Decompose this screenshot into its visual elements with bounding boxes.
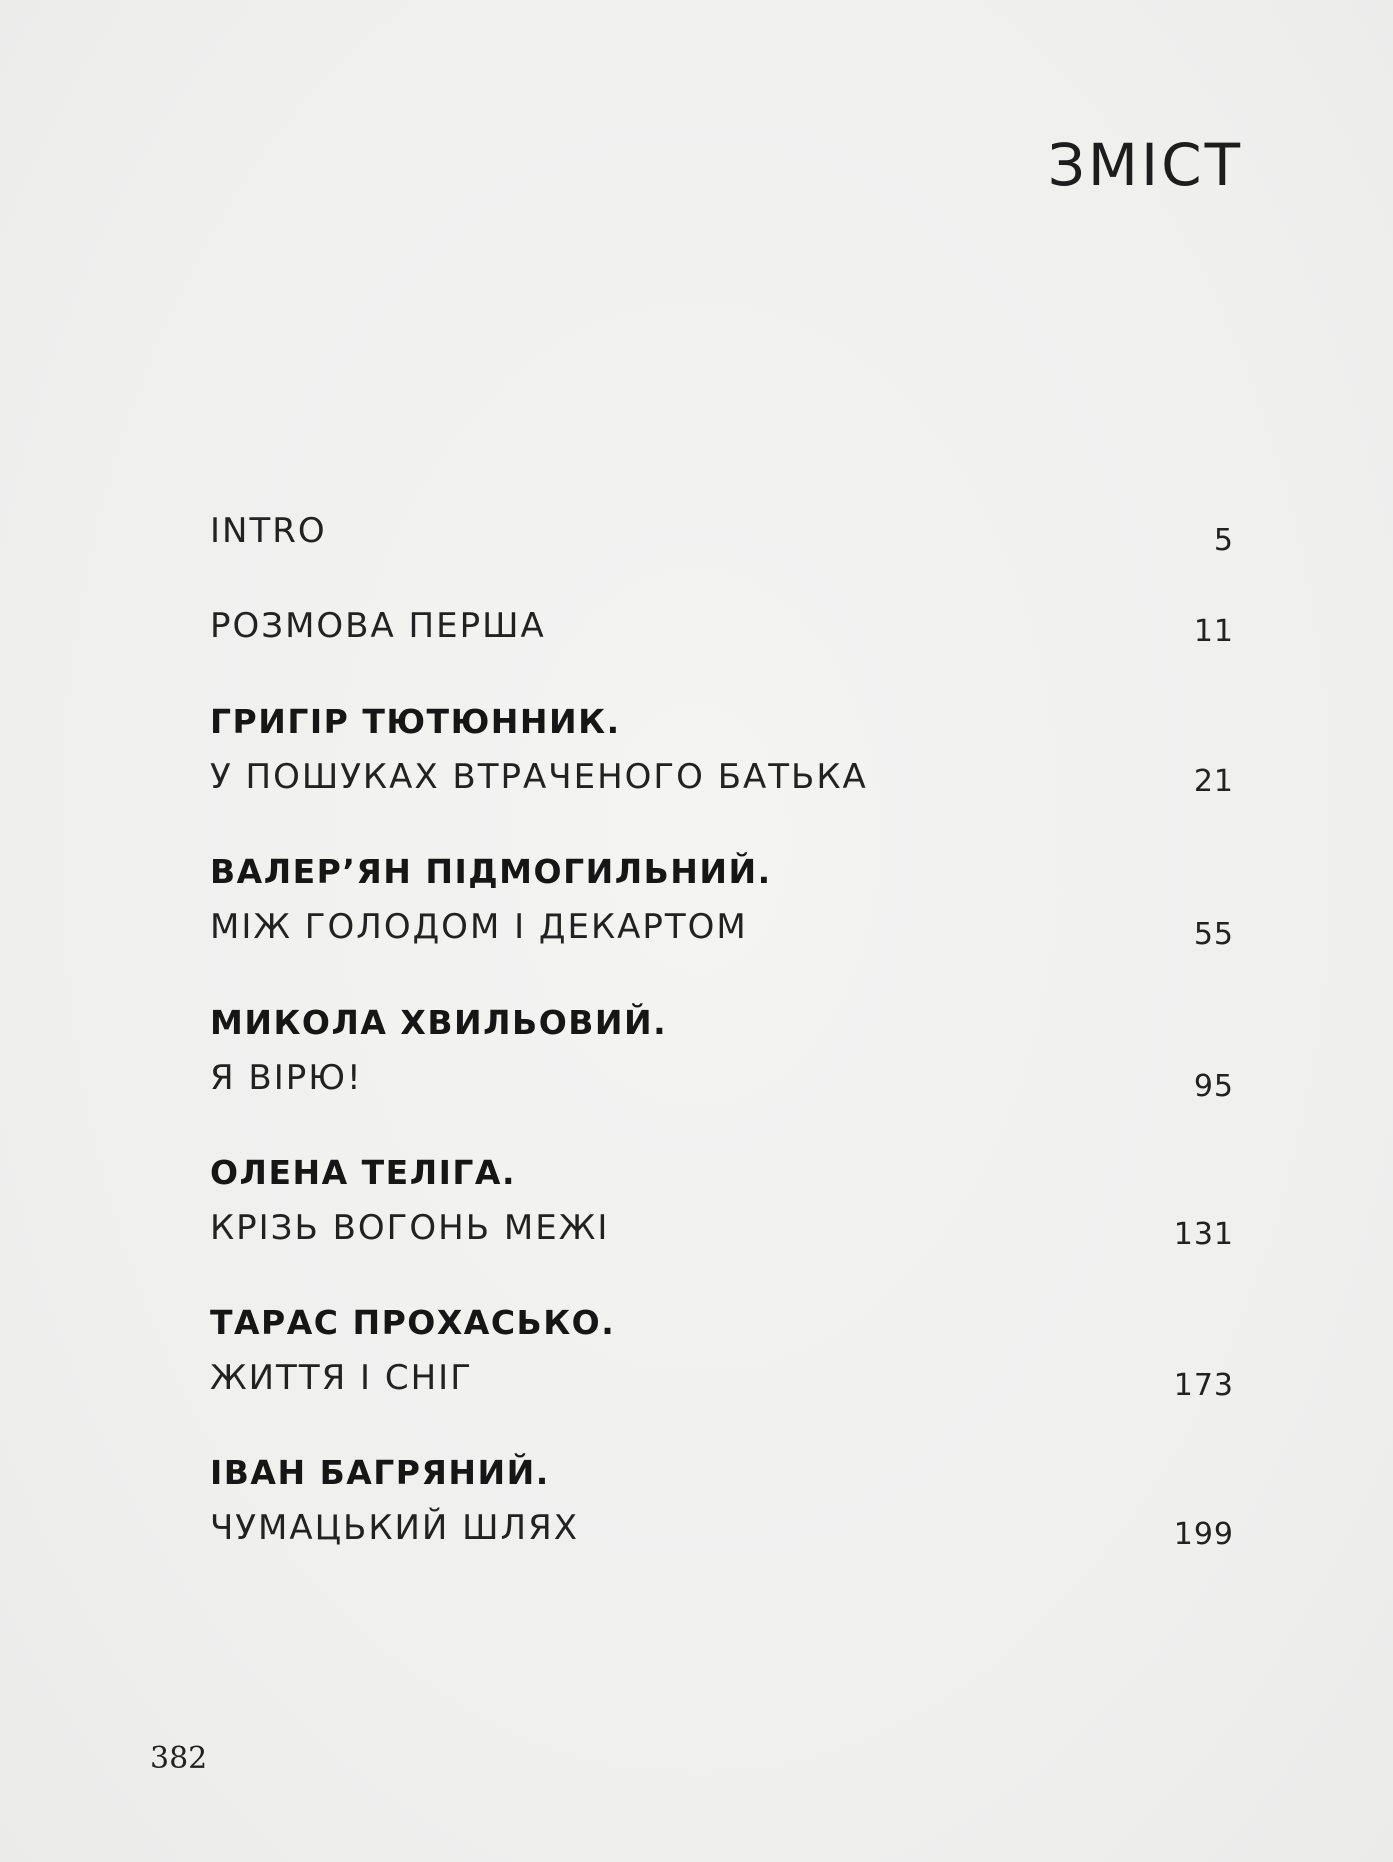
toc-entry-page: 5 <box>1213 523 1234 558</box>
toc-entry-title: КРІЗЬ ВОГОНЬ МЕЖІ <box>210 1208 610 1248</box>
toc-entry-title: Я ВІРЮ! <box>210 1058 363 1098</box>
toc-entry-author: ТАРАС ПРОХАСЬКО. <box>210 1303 616 1342</box>
toc-entry-title: У ПОШУКАХ ВТРАЧЕНОГО БАТЬКА <box>210 757 868 797</box>
toc-entry-author: ВАЛЕР’ЯН ПІДМОГИЛЬНИЙ. <box>210 852 772 891</box>
toc-entry-page: 95 <box>1193 1069 1234 1104</box>
toc-entry-author: ОЛЕНА ТЕЛІГА. <box>210 1153 516 1192</box>
toc-entry-page: 131 <box>1173 1217 1234 1252</box>
toc-entry-title: ЧУМАЦЬКИЙ ШЛЯХ <box>210 1508 579 1548</box>
toc-entry-author: МИКОЛА ХВИЛЬОВИЙ. <box>210 1003 668 1042</box>
toc-entry-author: ГРИГІР ТЮТЮННИК. <box>210 702 621 741</box>
toc-entry-page: 199 <box>1173 1517 1234 1552</box>
toc-entry-title: INTRO <box>210 511 327 551</box>
toc-entry-title: МІЖ ГОЛОДОМ І ДЕКАРТОМ <box>210 907 748 947</box>
page-title: ЗМІСТ <box>1047 131 1243 199</box>
toc-entry-title: РОЗМОВА ПЕРША <box>210 606 546 646</box>
toc-entry-author: ІВАН БАГРЯНИЙ. <box>210 1453 550 1492</box>
toc-entry-page: 173 <box>1173 1368 1234 1403</box>
toc-entry-title: ЖИТТЯ І СНІГ <box>210 1358 473 1398</box>
page-number: 382 <box>150 1741 208 1776</box>
toc-entry-page: 55 <box>1193 917 1234 952</box>
toc-entry-page: 11 <box>1193 614 1234 649</box>
toc-entry-page: 21 <box>1193 764 1234 799</box>
